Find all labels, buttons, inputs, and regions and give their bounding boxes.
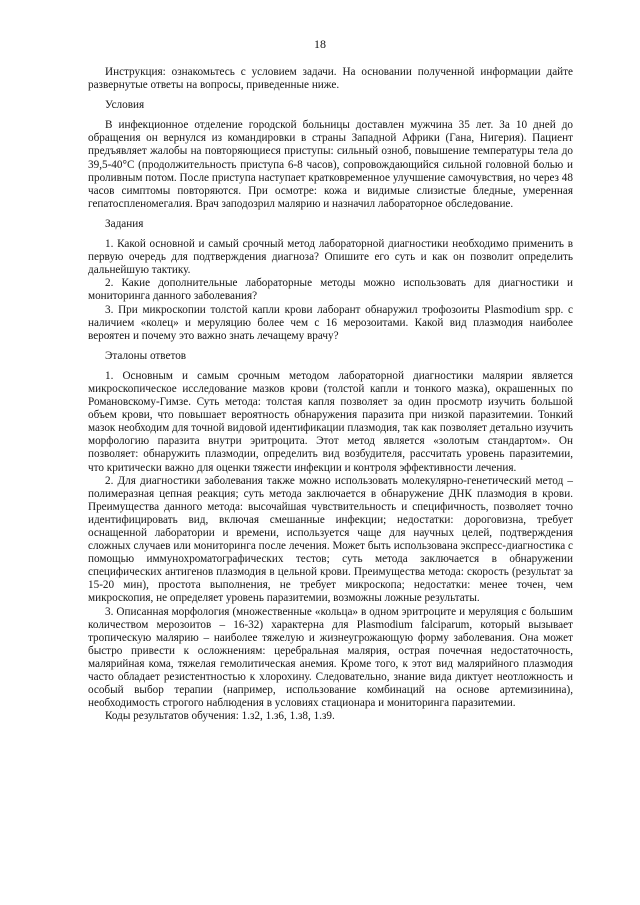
document-body bbox=[88, 66, 573, 723]
page-number: 18 bbox=[314, 37, 326, 51]
answers-heading: Эталоны ответов bbox=[105, 349, 187, 362]
tasks-heading: Задания bbox=[105, 217, 144, 230]
conditions-heading: Условия bbox=[105, 99, 145, 112]
answer-item: 2. Для диагностики заболевания также можно использовать молекулярно-генетический метод – полимеразная цепная реакция; суть метода заключается в обнаружение ДНК плазмодия в крови. Преимущества данного метода: высочайшая чувствительность и специфичность, позволяет точно идентифицировать вид, включая смешанные инфекции; недостатки: дороговизна, требует оснащенной лаборатории и времени, используется чаще для научных целей, подтверждения сложных случаев или мониторинга после лечения. Может быть использована экспресс-диагностика с помощью иммунохроматографических тестов; суть метода заключается в обнаружении специфических антигенов плазмодия в цельной крови. Преимущества метода: скорость (результат за 15-20 мин), простота выполнения, не требует микроскопа; недостатки: менее точен, чем микроскопия, не определяет уровень паразитемии, возможны ложные результаты. bbox=[88, 474, 573, 605]
task-item: 3. При микроскопии толстой капли крови лаборант обнаружил трофозоиты Plasmodium spp. с наличием «колец» и меруляцию более чем с 16 мерозоитами. Какой вид плазмодия наиболее вероятен и почему это важно знать лечащему врачу? bbox=[88, 303, 573, 342]
learning-codes: Коды результатов обучения: 1.з2, 1.з6, 1.з8, 1.з9. bbox=[105, 710, 335, 723]
task-item: 1. Какой основной и самый срочный метод лабораторной диагностики необходимо применить в первую очередь для подтверждения диагноза? Опишите его суть и как он позволит определить дальнейшую тактику. bbox=[88, 238, 573, 277]
answer-item: 3. Описанная морфология (множественные «кольца» в одном эритроците и меруляция с большим количеством мерозоитов – 16-32) характерна для Plasmodium falciparum, который вызывает тропическую малярию – наиболее тяжелую и жизнеугрожающую форму заболевания. Она может быстро привести к осложнениям: церебральная малярия, острая почечная недостаточность, малярийная кома, тяжелая гемолитическая анемия. Кроме того, к этот вид малярийного плазмодия часто обладает резистентностью к хлорохину. Следовательно, знание вида диктует неотложность и особый выбор терапии (например, использование комбинаций на основе артемизинина), необходимость строгого наблюдения в условиях стационара и мониторинга паразитемии. bbox=[88, 605, 573, 710]
task-item: 2. Какие дополнительные лабораторные методы можно использовать для диагностики и мониторинга данного заболевания? bbox=[88, 277, 573, 303]
answer-item: 1. Основным и самым срочным методом лабораторной диагностики малярии является микроскопическое исследование мазков крови (толстой капли и тонкого мазка), окрашенных по Романовскому-Гимзе. Суть метода: толстая капля позволяет за один просмотр изучить большой объем крови, что повышает вероятность обнаружения паразита при низкой паразитемии. Тонкий мазок необходим для точной видовой идентификации плазмодия, так как позволяет детально изучить морфологию паразита внутри эритроцита. Этот метод является «золотым стандартом». Он позволяет: обнаружить плазмодии, определить вид возбудителя, рассчитать уровень паразитемии, что критически важно для оценки тяжести инфекции и контроля эффективности лечения. bbox=[88, 369, 573, 474]
instruction-paragraph: Инструкция: ознакомьтесь с условием задачи. На основании полученной информации дайте развернутые ответы на вопросы, приведенные ниже. bbox=[88, 66, 573, 92]
conditions-paragraph: В инфекционное отделение городской больницы доставлен мужчина 35 лет. За 10 дней до обращения он вернулся из командировки в страны Западной Африки (Гана, Нигерия). Пациент предъявляет жалобы на повторяющиеся приступы: сильный озноб, повышение температуры тела до 39,5-40°С (продолжительность приступа 6-8 часов), сопровождающийся сильной головной болью и проливным потом. После приступа наступает кратковременное улучшение самочувствия, но через 48 часов симптомы повторяются. При осмотре: кожа и видимые слизистые бледные, умеренная гепатоспленомегалия. Врач заподозрил малярию и назначил лабораторное обследование. bbox=[88, 119, 573, 210]
